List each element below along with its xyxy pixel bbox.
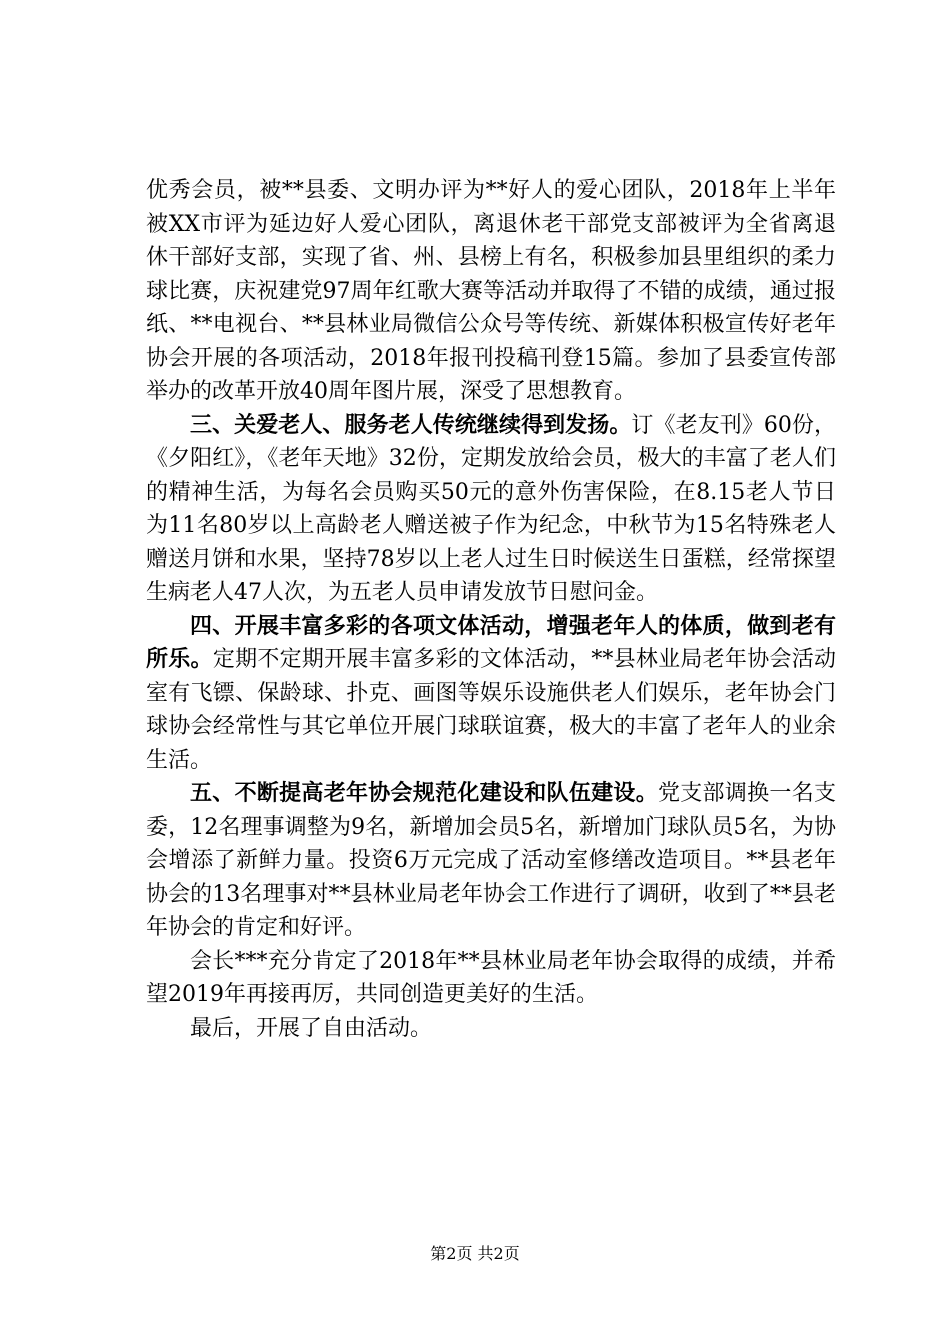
section-heading: 三、关爱老人、服务老人传统继续得到发扬。	[190, 412, 632, 438]
paragraph-president-remarks	[146, 945, 836, 1012]
document-body	[146, 174, 836, 1045]
paragraph-text: 订《老友刊》60份，《夕阳红》，《老年天地》32份，定期发放给会员，极大的丰富了老人们的精神生活，为每名会员购买50元的意外伤害保险，在8.15老人节日为11名80岁以上高龄老人赠送被子作为纪念，中秋节为15名特殊老人赠送月饼和水果，坚持78岁以上老人过生日时候送生日蛋糕，经常探望生病老人47人次，为五老人员申请发放节日慰问金。	[146, 412, 836, 605]
paragraph-continuation	[146, 174, 836, 409]
paragraph-section-five	[146, 777, 836, 945]
paragraph-section-four	[146, 610, 836, 778]
paragraph-text: 党支部调换一名支委，12名理事调整为9名，新增加会员5名，新增加门球队员5名，为协会增添了新鲜力量。投资6万元完成了活动室修缮改造项目。**县老年协会的13名理事对**县林业局老年协会工作进行了调研，收到了**县老年协会的肯定和好评。	[146, 781, 836, 940]
paragraph-text: 最后，开展了自由活动。	[190, 1015, 433, 1041]
page-footer	[0, 1244, 950, 1264]
page-number-label: 第2页 共2页	[430, 1244, 520, 1263]
paragraph-text: 会长***充分肯定了2018年**县林业局老年协会取得的成绩，并希望2019年再接再厉，共同创造更美好的生活。	[146, 948, 836, 1007]
section-heading: 五、不断提高老年协会规范化建设和队伍建设。	[190, 781, 658, 806]
paragraph-text: 定期不定期开展丰富多彩的文体活动，**县林业局老年协会活动室有飞镖、保龄球、扑克、画图等娱乐设施供老人们娱乐，老年协会门球协会经常性与其它单位开展门球联谊赛，极大的丰富了老年人的业余生活。	[146, 647, 836, 773]
paragraph-text: 优秀会员，被**县委、文明办评为**好人的爱心团队，2018年上半年被XX市评为延边好人爱心团队，离退休老干部党支部被评为全省离退休干部好支部，实现了省、州、县榜上有名，积极参加县里组织的柔力球比赛，庆祝建党97周年红歌大赛等活动并取得了不错的成绩，通过报纸、**电视台、**县林业局微信公众号等传统、新媒体积极宣传好老年协会开展的各项活动，2018年报刊投稿刊登15篇。参加了县委宣传部举办的改革开放40周年图片展，深受了思想教育。	[146, 178, 836, 404]
section-heading: 四、开展丰富多彩的各项文体活动，增强老年人的体质，做到老有所乐。	[146, 613, 836, 672]
paragraph-closing	[146, 1012, 836, 1046]
paragraph-section-three	[146, 409, 836, 610]
